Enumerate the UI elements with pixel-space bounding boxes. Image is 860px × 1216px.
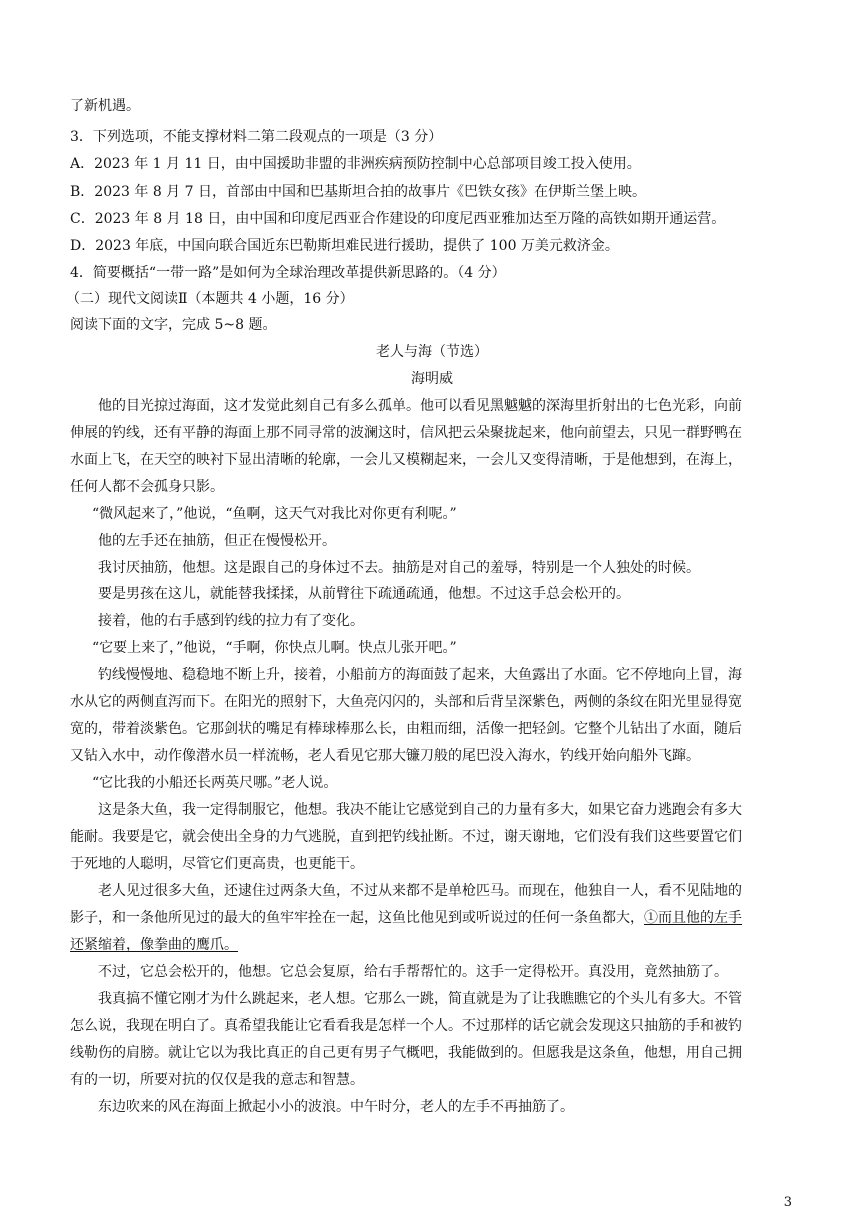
underlined-sentence-end: 还紧缩着，像拳曲的鹰爪。 bbox=[70, 937, 238, 953]
option-b: B．2023 年 8 月 7 日，首部由中国和巴基斯坦合拍的故事片《巴铁女孩》在伊斯兰堡上映。 bbox=[70, 184, 646, 200]
story-line: 任何人都不会孤身只影。 bbox=[70, 479, 224, 495]
text-line: 了新机遇。 bbox=[70, 98, 140, 114]
story-line: 要是男孩在这儿，就能替我揉揉，从前臂往下疏通疏通，他想。不过这手总会松开的。 bbox=[98, 586, 630, 602]
question-4: 4．简要概括“一带一路”是如何为全球治理改革提供新思路的。（4 分） bbox=[70, 265, 506, 281]
story-line: 宽的，带着淡紫色。它那剑状的嘴足有棒球棒那么长，由粗而细，活像一把轻剑。它整个儿钻出了水面，随后 bbox=[70, 721, 742, 737]
story-line: 他的目光掠过海面，这才发觉此刻自己有多么孤单。他可以看见黑魆魆的深海里折射出的七色光彩，向前 bbox=[98, 398, 742, 414]
story-line: 我真搞不懂它刚才为什么跳起来，老人想。它那么一跳，简直就是为了让我瞧瞧它的个头儿有多大。不管 bbox=[98, 991, 742, 1007]
story-line-text: 影子，和一条他所见过的最大的鱼牢牢拴在一起，这鱼比他见到或听说过的任何一条鱼都大， bbox=[70, 910, 644, 926]
passage-author: 海明威 bbox=[411, 371, 453, 387]
passage-title: 老人与海（节选） bbox=[376, 344, 488, 360]
story-line: “它要上来了，”他说，“手啊，你快点儿啊。快点儿张开吧。” bbox=[92, 640, 457, 656]
page-number: 3 bbox=[783, 1195, 792, 1210]
story-line: 伸展的钓线，还有平静的海面上那不同寻常的波澜这时，信风把云朵聚拢起来，他向前望去，只见一群野鸭在 bbox=[70, 425, 742, 441]
story-line: 有的一切，所要对抗的仅仅是我的意志和智慧。 bbox=[70, 1072, 364, 1088]
story-line: 这是条大鱼，我一定得制服它，他想。我决不能让它感觉到自己的力量有多大，如果它奋力逃跑会有多大 bbox=[98, 802, 742, 818]
story-line: 我讨厌抽筋，他想。这是跟自己的身体过不去。抽筋是对自己的羞辱，特别是一个人独处的时候。 bbox=[98, 560, 700, 576]
story-line: 钓线慢慢地、稳稳地不断上升，接着，小船前方的海面鼓了起来，大鱼露出了水面。它不停地向上冒，海 bbox=[98, 667, 742, 683]
story-line-with-underline bbox=[70, 909, 794, 927]
story-line: 水面上飞，在天空的映衬下显出清晰的轮廓，一会儿又模糊起来，一会儿又变得清晰，于是他想到，在海上， bbox=[70, 452, 742, 468]
story-line: “微风起来了，”他说，“鱼啊，这天气对我比对你更有利呢。” bbox=[92, 506, 457, 522]
option-c: C．2023 年 8 月 18 日，由中国和印度尼西亚合作建设的印度尼西亚雅加达至万隆的高铁如期开通运营。 bbox=[70, 211, 726, 227]
story-line: 他的左手还在抽筋，但正在慢慢松开。 bbox=[98, 533, 336, 549]
section-heading: （二）现代文阅读Ⅱ（本题共 4 小题，16 分） bbox=[66, 291, 354, 307]
story-line: 能耐。我要是它，就会使出全身的力气逃脱，直到把钓线扯断。不过，谢天谢地，它们没有我们这些要置它们 bbox=[70, 829, 742, 845]
option-d: D．2023 年底，中国向联合国近东巴勒斯坦难民进行援助，提供了 100 万美元救济金。 bbox=[70, 238, 619, 254]
story-line: 又钻入水中，动作像潜水员一样流畅，老人看见它那大镰刀般的尾巴没入海水，钓线开始向船外飞蹿。 bbox=[70, 748, 700, 764]
story-line: 线勒伤的肩膀。就让它以为我比真正的自己更有男子气概吧，我能做到的。但愿我是这条鱼，他想，用自己拥 bbox=[70, 1045, 742, 1061]
question-3: 3．下列选项，不能支撑材料二第二段观点的一项是（3 分） bbox=[70, 129, 443, 145]
option-a: A．2023 年 1 月 11 日，由中国援助非盟的非洲疾病预防控制中心总部项目竣工投入使用。 bbox=[70, 156, 641, 172]
story-line: 东边吹来的风在海面上掀起小小的波浪。中午时分，老人的左手不再抽筋了。 bbox=[98, 1099, 574, 1115]
story-line: 不过，它总会松开的，他想。它总会复原，给右手帮帮忙的。这手一定得松开。真没用，竟然抽筋了。 bbox=[98, 964, 728, 980]
story-line: 老人见过很多大鱼，还逮住过两条大鱼，不过从来都不是单枪匹马。而现在，他独自一人，看不见陆地的 bbox=[98, 883, 742, 899]
underlined-sentence-start: ①而且他的左手 bbox=[644, 910, 742, 926]
reading-instruction: 阅读下面的文字，完成 5~8 题。 bbox=[70, 317, 277, 333]
story-line: 接着，他的右手感到钓线的拉力有了变化。 bbox=[98, 613, 364, 629]
story-line: 怎么说，我现在明白了。真希望我能让它看看我是怎样一个人。不过那样的话它就会发现这只抽筋的手和被钓 bbox=[70, 1018, 742, 1034]
story-line: 于死地的人聪明，尽管它们更高贵，也更能干。 bbox=[70, 856, 364, 872]
story-line: 水从它的两侧直泻而下。在阳光的照射下，大鱼亮闪闪的，头部和后背呈深紫色，两侧的条纹在阳光里显得宽 bbox=[70, 694, 742, 710]
story-line: “它比我的小船还长两英尺哪。”老人说。 bbox=[92, 775, 338, 791]
